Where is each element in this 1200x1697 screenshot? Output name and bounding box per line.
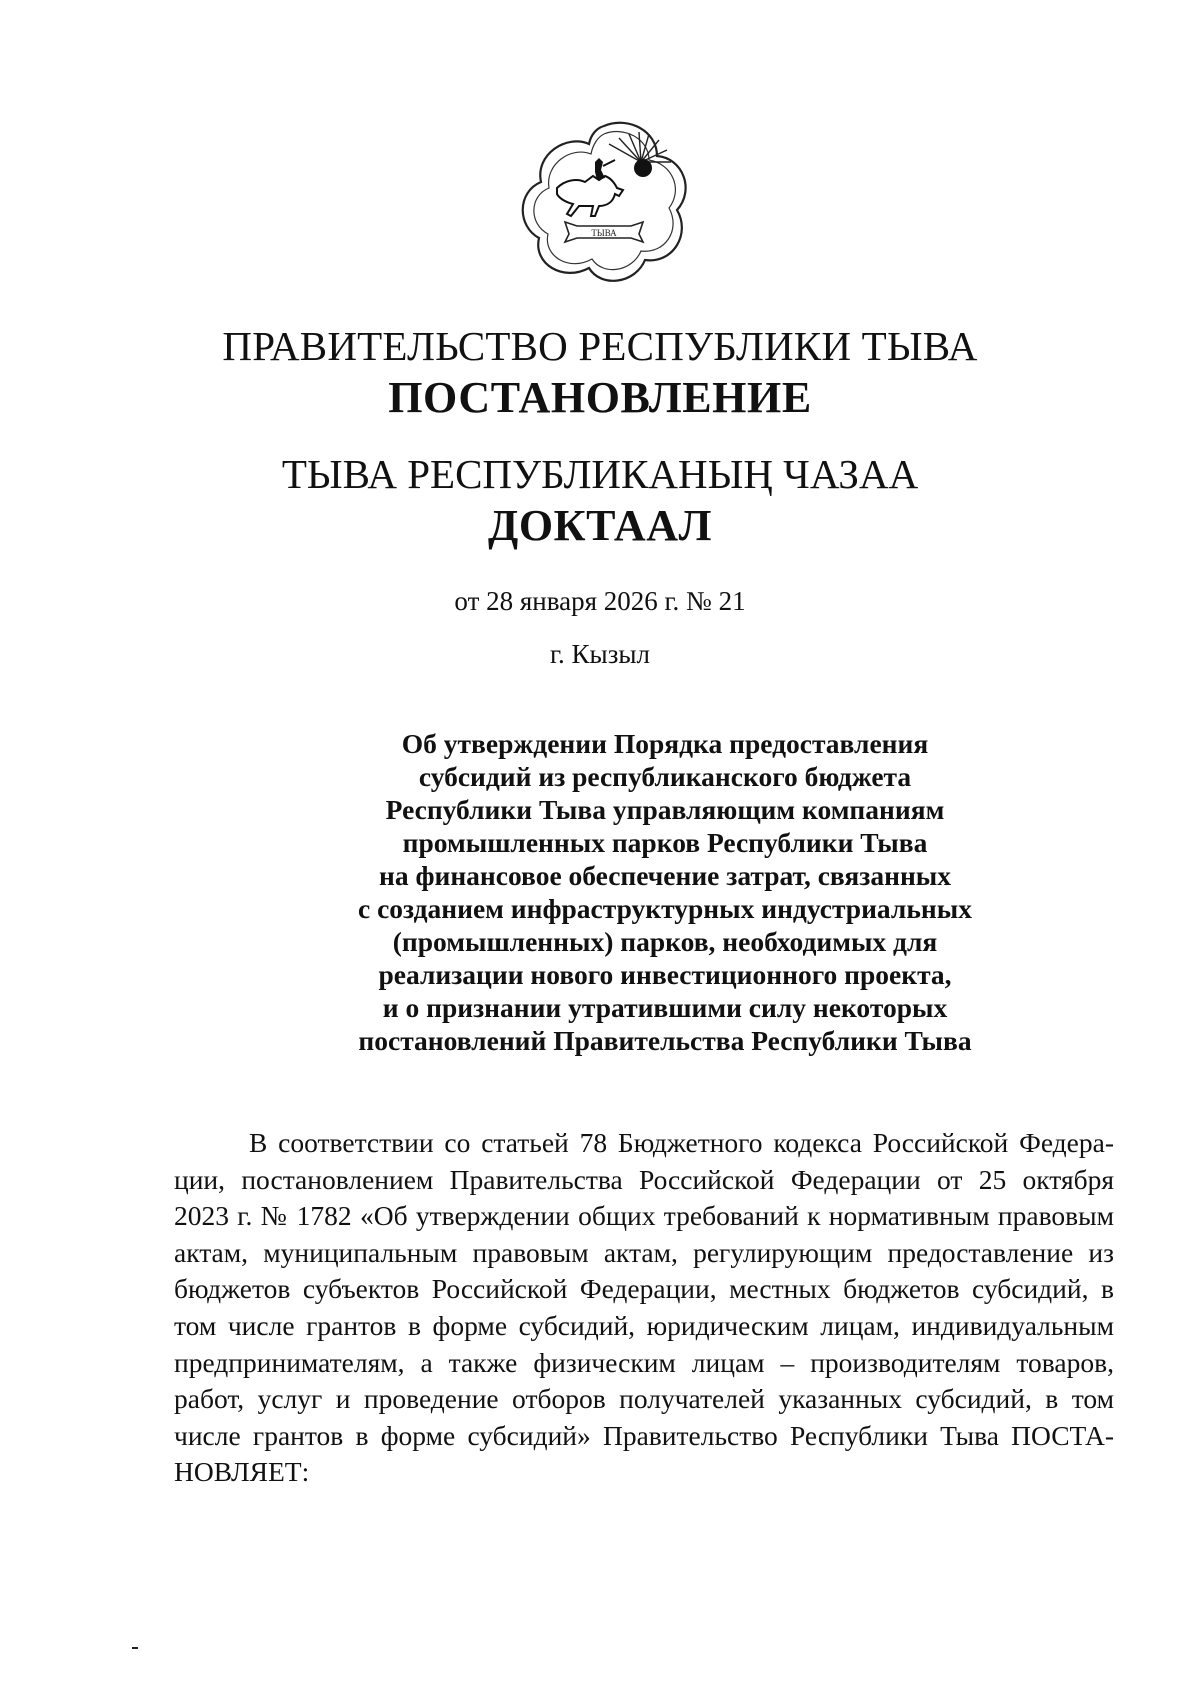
paragraph-line: В соответствии со статьей 78 Бюджетного кодекса Российской Федера-	[249, 1127, 1114, 1158]
paragraph-line: работ, услуг и проведение отборов получателей указанных субсидий, в том	[174, 1383, 1114, 1415]
subject-line: реализации нового инвестиционного проекта,	[378, 959, 952, 990]
subject-line: промышленных парков Республики Тыва	[402, 827, 928, 858]
subject-line: на финансовое обеспечение затрат, связанных	[378, 860, 952, 891]
government-title: ПРАВИТЕЛЬСТВО РЕСПУБЛИКИ ТЫВА	[222, 323, 978, 369]
paragraph-line: актам, муниципальным правовым актам, регулирующим предоставление из	[174, 1236, 1114, 1268]
paragraph-line: 2023 г. № 1782 «Об утверждении общих требований к нормативным правовым	[174, 1200, 1114, 1232]
paragraph-line: предпринимателям, а также физическим лицам – производителям товаров,	[174, 1346, 1114, 1378]
preamble-paragraph	[174, 1125, 1114, 1491]
subject-line: (промышленных) парков, необходимых для	[392, 926, 938, 957]
document-type: ПОСТАНОВЛЕНИЕ	[388, 373, 812, 422]
subject-line: и о признании утратившими силу некоторых	[382, 992, 948, 1023]
subject-line: с созданием инфраструктурных индустриальных	[358, 893, 972, 924]
document-type-tyvan: ДОКТААЛ	[487, 501, 713, 550]
subject-line: Об утверждении Порядка предоставления	[401, 728, 929, 759]
document-subject-title	[300, 727, 1030, 1057]
paragraph-line: НОВЛЯЕТ:	[174, 1456, 310, 1488]
scan-artifact-mark	[132, 1647, 138, 1649]
subject-line: постановлений Правительства Республики Тыва	[358, 1025, 972, 1056]
tuva-emblem-icon	[519, 118, 689, 283]
document-date-number: от 28 января 2026 г. № 21	[454, 586, 746, 616]
document-city: г. Кызыл	[550, 639, 650, 669]
emblem-ribbon-text: ТЫВА	[591, 228, 617, 238]
subject-line: Республики Тыва управляющим компаниям	[385, 794, 945, 825]
paragraph-line: числе грантов в форме субсидий» Правительство Республики Тыва ПОСТА-	[174, 1419, 1114, 1451]
subject-line: субсидий из республиканского бюджета	[418, 761, 912, 792]
paragraph-line: том числе грантов в форме субсидий, юридическим лицам, индивидуальным	[174, 1309, 1114, 1341]
paragraph-line: бюджетов субъектов Российской Федерации, местных бюджетов субсидий, в	[174, 1273, 1114, 1305]
paragraph-line: ции, постановлением Правительства Российской Федерации от 25 октября	[174, 1163, 1114, 1195]
government-title-tyvan: ТЫВА РЕСПУБЛИКАНЫҢ ЧАЗАА	[281, 451, 919, 497]
